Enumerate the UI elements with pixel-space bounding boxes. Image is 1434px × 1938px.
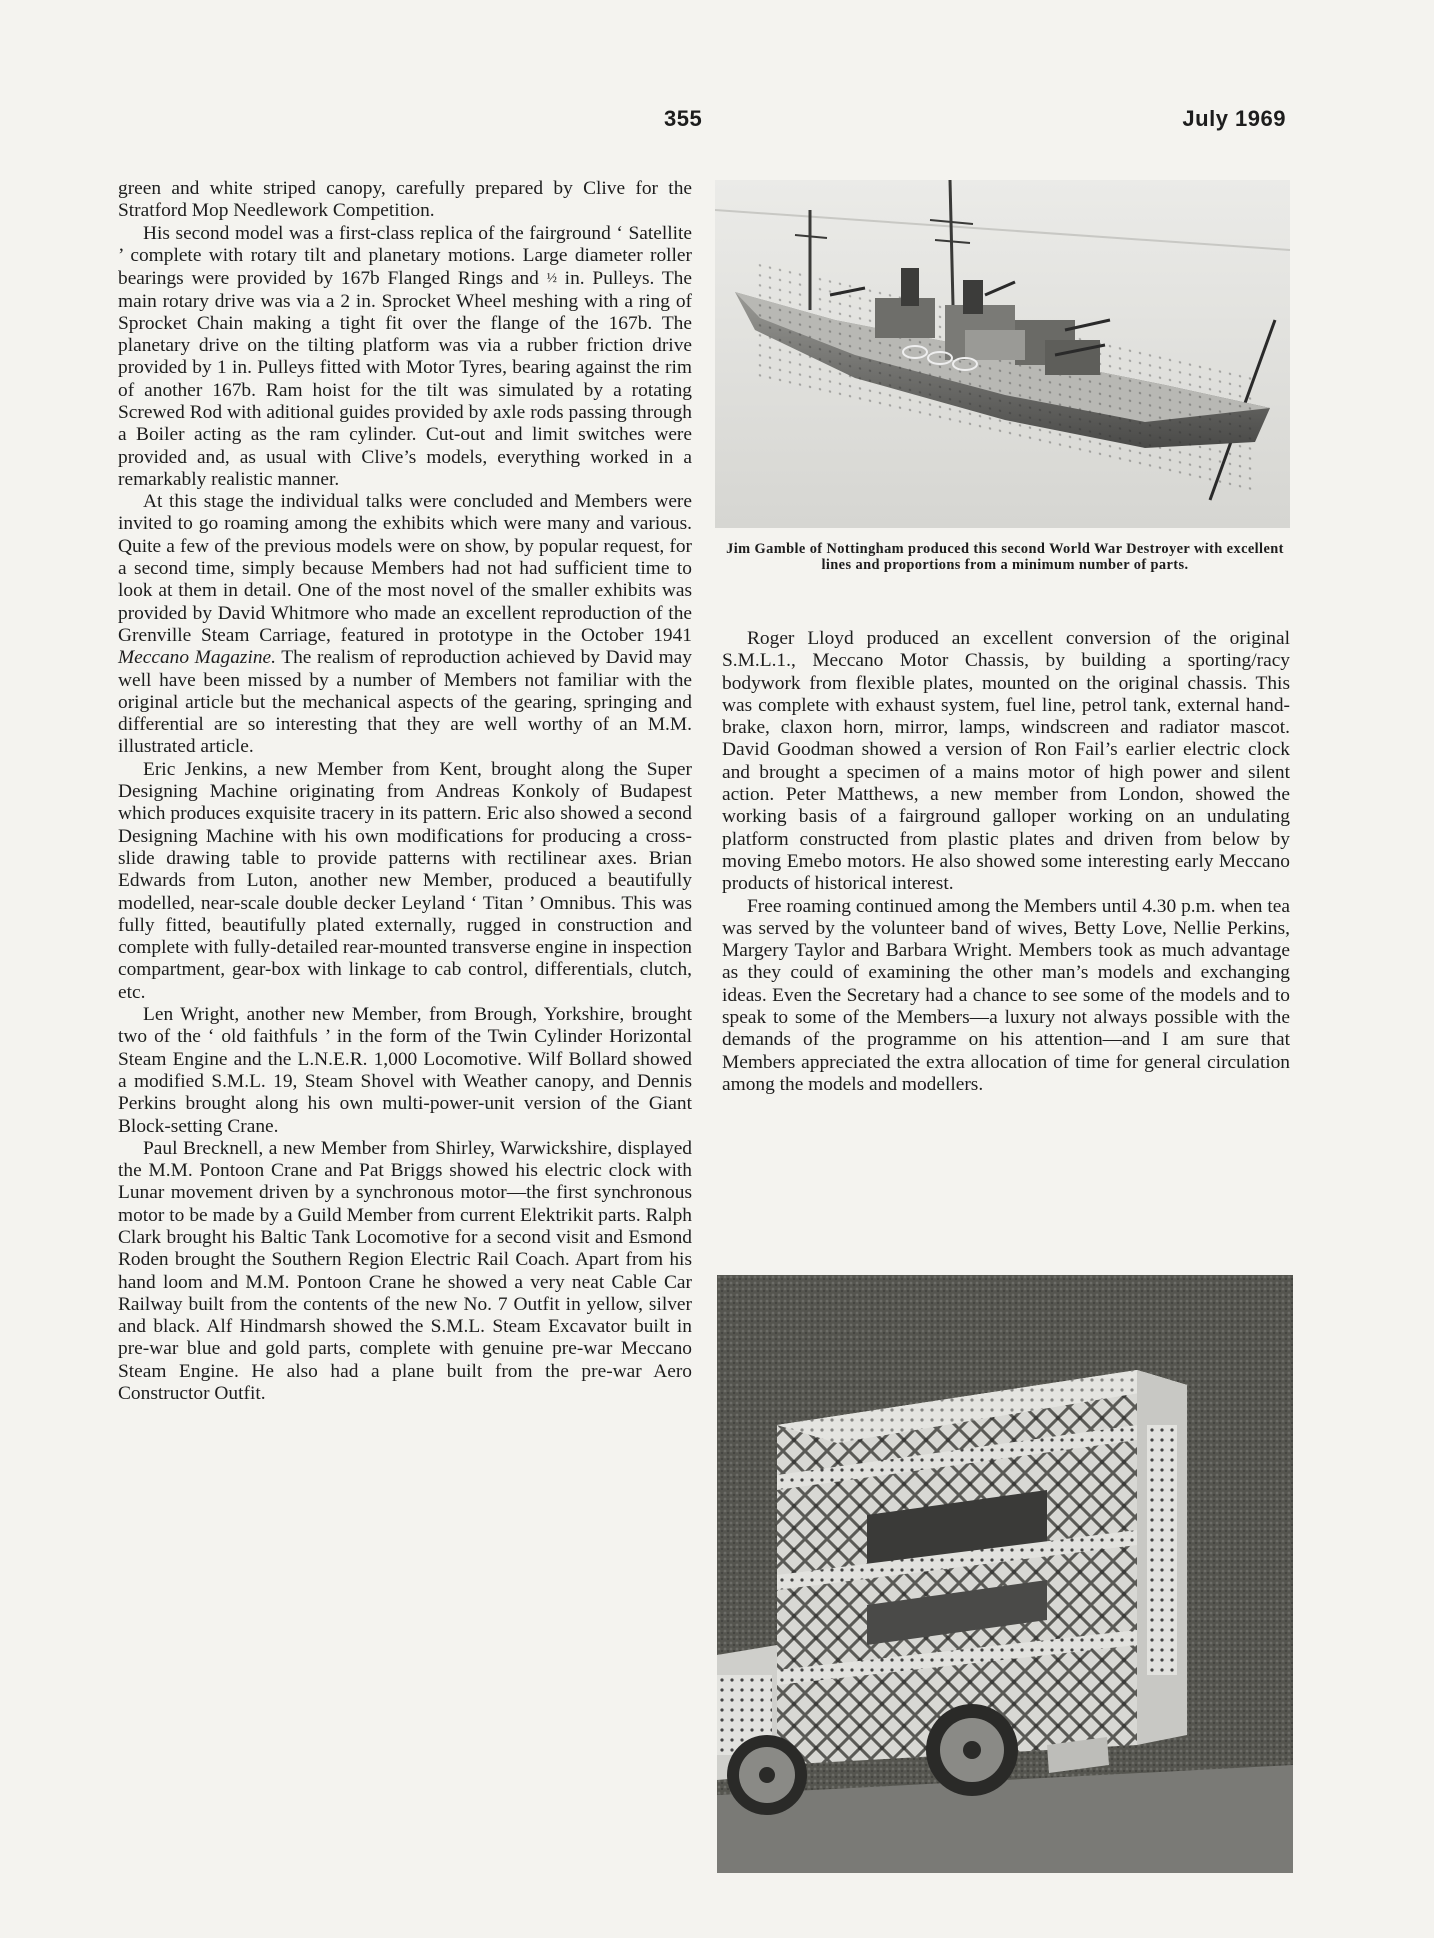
vehicle-illustration [717,1275,1293,1873]
paragraph-text: At this stage the individual talks were concluded and Members were invited to go roaming among the exhibits which were many and various. Quite a few of the previous models were on show, by popular request, for a second time, simply because Members had not had sufficient time to look at them in detail. One of the most novel of the smaller exhibits was provided by David Whitmore who made an excellent reproduction of the Grenville Steam Carriage, featured in prototype in the October 1941 [118,491,692,646]
paragraph-text: His second model was a first-class replica of the fairground ‘ Satellite ’ complete with rotary tilt and planetary motions. Large diameter roller bearings were provided by 167b Flanged Rings and [118,222,692,290]
paragraph-text: The realism of reproduction achieved by David may well have been missed by a number of Members not familiar with the original article but the mechanical aspects of the gearing, springing and differential are so interesting that they are well worthy of an M.M. illustrated article. [118,647,692,758]
page-number: 355 [664,106,703,131]
paragraph [118,491,692,759]
vehicle-model-photo [717,1275,1293,1873]
paragraph: Free roaming continued among the Members until 4.30 p.m. when tea was served by the volunteer band of wives, Betty Love, Nellie Perkins, Margery Taylor and Barbara Wright. Members took as much advantage as they could of examining the other man’s models and exchanging ideas. Even the Secretary had a chance to see some of the models and to speak to some of the Members—a luxury not always possible with the demands of the programme on his attention—and I am sure that Members appreciated the extra allocation of time for general circulation among the models and modellers. [722,895,1290,1095]
paragraph: Eric Jenkins, a new Member from Kent, brought along the Super Designing Machine originating from Andreas Konkoly of Budapest which produces exquisite tracery in its pattern. Eric also showed a second Designing Machine with his own modifications for producing a cross-slide drawing table to provide patterns with rectilinear axes. Brian Edwards from Luton, another new Member, produced a beautifully modelled, near-scale double decker Leyland ‘ Titan ’ Omnibus. This was fully fitted, beautifully plated externally, rugged in construction and complete with fully-detailed rear-mounted transverse engine in inspection compartment, gear-box with linkage to cab control, differentials, clutch, etc. [118,758,692,1003]
magazine-title: Meccano Magazine. [118,647,276,669]
issue-date: July 1969 [1182,106,1286,131]
paragraph: Len Wright, another new Member, from Brough, Yorkshire, brought two of the ‘ old faithfuls ’ in the form of the Twin Cylinder Horizontal Steam Engine and the L.N.E.R. 1,000 Locomotive. Wilf Bollard showed a modified S.M.L. 19, Steam Shovel with Weather canopy, and Dennis Perkins brought along his own multi-power-unit version of the Giant Block-setting Crane. [118,1004,692,1137]
paragraph-text: in. Pulleys. The main rotary drive was via a 2 in. Sprocket Wheel meshing with a ring of Sprocket Chain making a tight fit over the flange of the 167b. The planetary drive on the tilting platform was via a rubber friction drive provided by 1 in. Pulleys fitted with Motor Tyres, bearing against the rim of another 167b. Ram hoist for the tilt was simulated by a rotating Screwed Rod with aditional guides provided by axle rods passing through a Boiler acting as the ram cylinder. Cut-out and limit switches were provided and, as usual with Clive’s models, everything worked in a remarkably realistic manner. [118,268,692,490]
paragraph [118,223,692,492]
photo-caption: Jim Gamble of Nottingham produced this second World War Destroyer with excellent lines and proportions from a minimum number of parts. [726,541,1284,573]
paragraph: Paul Brecknell, a new Member from Shirley, Warwickshire, displayed the M.M. Pontoon Crane and Pat Briggs showed his electric clock with Lunar movement driven by a synchronous motor—the first synchronous motor to be made by a Guild Member from current Elektrikit parts. Ralph Clark brought his Baltic Tank Locomotive for a second visit and Esmond Roden brought the Southern Region Electric Rail Coach. Apart from his hand loom and M.M. Pontoon Crane he showed a very neat Cable Car Railway built from the contents of the new No. 7 Outfit in yellow, silver and black. Alf Hindmarsh showed the S.M.L. Steam Excavator built in pre-war blue and gold parts, complete with genuine pre-war Meccano Steam Engine. He also had a plane built from the pre-war Aero Constructor Outfit. [118,1137,692,1405]
destroyer-model-photo [715,180,1290,528]
paragraph: green and white striped canopy, carefully prepared by Clive for the Stratford Mop Needlework Competition. [118,178,692,222]
destroyer-illustration [715,180,1290,528]
paragraph: Roger Lloyd produced an excellent conversion of the original S.M.L.1., Meccano Motor Chassis, by building a sporting/racy bodywork from flexible plates, mounted on the original chassis. This was complete with exhaust system, fuel line, petrol tank, external hand-brake, claxon horn, mirror, lamps, windscreen and radiator mascot. David Goodman showed a version of Ron Fail’s earlier electric clock and brought a specimen of a mains motor of high power and silent action. Peter Matthews, a new member from London, showed the working basis of a fairground galloper working on an undulating platform constructed from plastic plates and driven from below by moving Emebo motors. He also showed some interesting early Meccano products of historical interest. [722,628,1290,895]
right-column [722,628,1290,1096]
fraction: ½ [546,270,557,286]
left-column [118,178,692,1405]
